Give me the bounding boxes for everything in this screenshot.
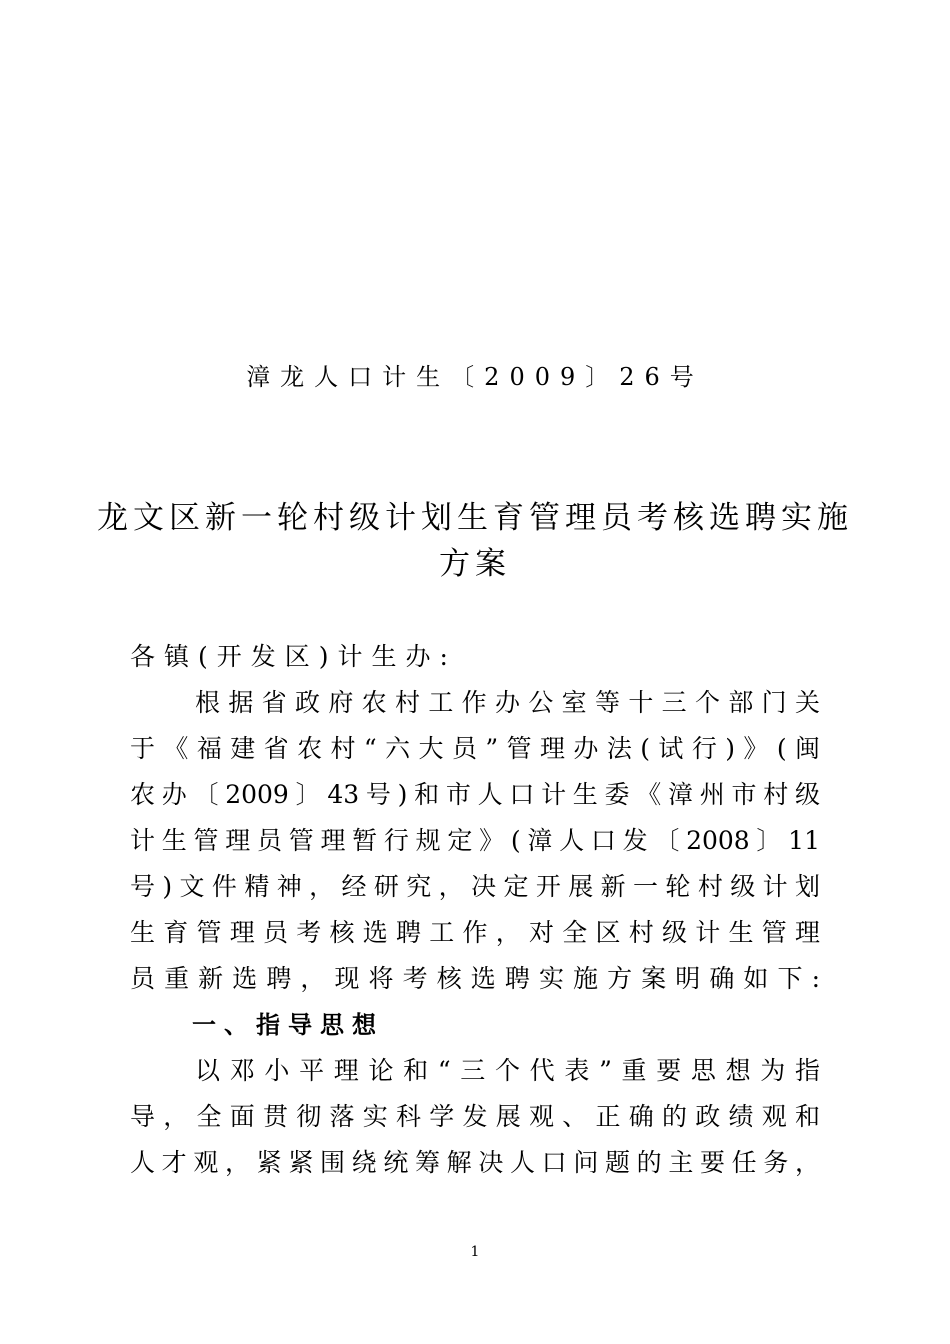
paragraph-line: 导，全面贯彻落实科学发展观、正确的政绩观和 [130,1102,820,1131]
paragraph-line: 于《福建省农村“六大员”管理办法(试行)》(闽 [130,734,820,763]
paragraph-line: 生育管理员考核选聘工作，对全区村级计生管理 [130,918,820,947]
paragraph-line: 以邓小平理论和“三个代表”重要思想为指 [195,1056,820,1085]
paragraph-line: 员重新选聘，现将考核选聘实施方案明确如下: [130,964,820,993]
salutation: 各镇(开发区)计生办: [130,642,457,671]
paragraph-line: 计生管理员管理暂行规定》(漳人口发〔2008〕11 [130,826,820,855]
paragraph-line: 农办〔2009〕43号)和市人口计生委《漳州市村级 [130,780,820,809]
document-title-line-2: 方案 [439,546,511,582]
page-number: 1 [470,1244,480,1260]
document-number: 漳龙人口计生〔2009〕26号 [246,363,704,391]
document-title-line-1: 龙文区新一轮村级计划生育管理员考核选聘实施 [97,500,853,536]
paragraph-line: 人才观，紧紧围绕统筹解决人口问题的主要任务， [130,1148,820,1177]
paragraph-line: 号)文件精神，经研究，决定开展新一轮村级计划 [130,872,820,901]
paragraph-line: 根据省政府农村工作办公室等十三个部门关 [195,688,820,717]
section-heading: 一、指导思想 [192,1011,384,1039]
